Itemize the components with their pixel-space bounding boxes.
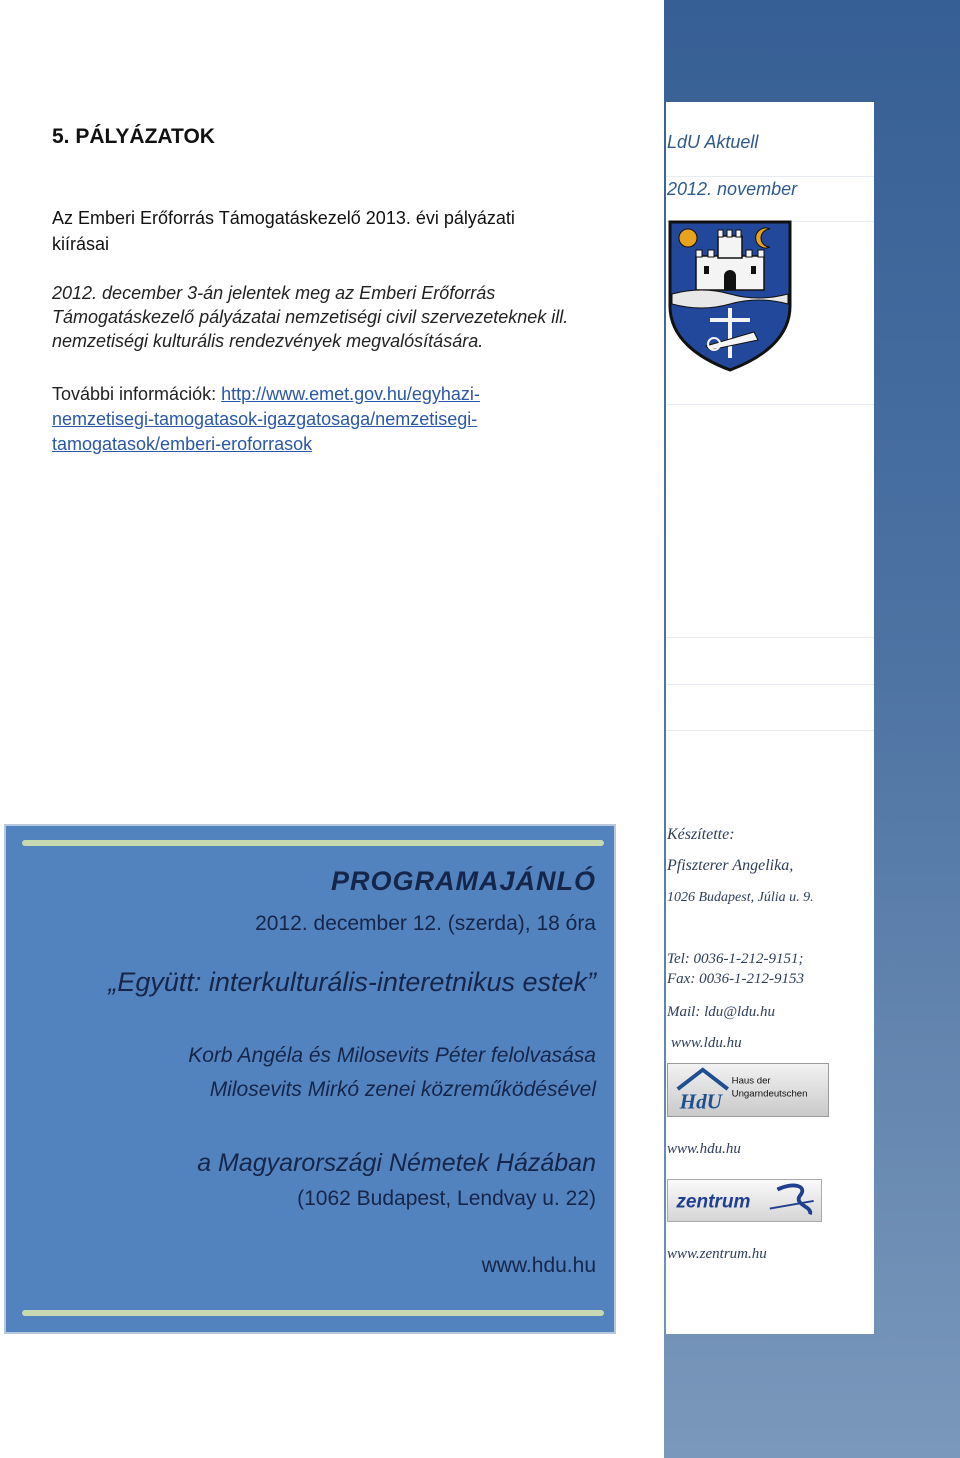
svg-text:Ungarndeutschen: Ungarndeutschen (731, 1088, 808, 1100)
sidebar-date: 2012. november (667, 179, 798, 199)
program-date: 2012. december 12. (szerda), 18 óra (255, 912, 596, 935)
svg-text:HdU: HdU (679, 1089, 722, 1114)
hdu-logo-icon (667, 1063, 829, 1117)
contact-web-zentrum[interactable]: www.zentrum.hu (667, 1246, 767, 1262)
contact-label: Készítette: (667, 826, 735, 843)
program-title: PROGRAMAJÁNLÓ (330, 866, 596, 896)
svg-text:Haus der: Haus der (731, 1075, 771, 1087)
more-info (52, 382, 572, 457)
program-url[interactable]: www.hdu.hu (481, 1254, 596, 1277)
program-line-2: Milosevits Mirkó zenei közreműködésével (209, 1078, 596, 1101)
program-line-1: Korb Angéla és Milosevits Péter felolvasása (188, 1044, 596, 1067)
sidebar-title: LdU Aktuell (667, 132, 759, 152)
program-address: (1062 Budapest, Lendvay u. 22) (297, 1187, 596, 1210)
program-venue: a Magyarországi Németek Házában (197, 1149, 596, 1177)
article-heading: Az Emberi Erőforrás Támogatáskezelő 2013. évi pályázati kiírásai (52, 208, 515, 254)
contact-web-ldu[interactable]: www.ldu.hu (671, 1035, 742, 1051)
coat-of-arms-icon (666, 220, 794, 372)
contact-address: 1026 Budapest, Júlia u. 9. (667, 890, 814, 905)
svg-text:zentrum: zentrum (676, 1191, 751, 1213)
contact-web-hdu[interactable]: www.hdu.hu (667, 1141, 741, 1157)
zentrum-logo-icon (667, 1179, 822, 1222)
contact-fax: Fax: 0036-1-212-9153 (667, 971, 805, 987)
section-title: 5. PÁLYÁZATOK (52, 125, 215, 148)
program-top-bar (22, 840, 604, 846)
contact-mail[interactable]: Mail: ldu@ldu.hu (667, 1004, 775, 1020)
more-info-link[interactable]: http://www.emet.gov.hu/egyhazi-nemzetisegi-tamogatasok-igazgatosaga/nemzetisegi-tamogatasok/emberi-eroforrasok (52, 384, 480, 454)
program-bottom-bar (22, 1310, 604, 1316)
program-box (4, 824, 616, 1334)
contact-name: Pfiszterer Angelika, (667, 857, 794, 874)
article-paragraph: 2012. december 3-án jelentek meg az Emberi Erőforrás Támogatáskezelő pályázatai nemzetiségi civil szervezeteknek ill. nemzetiségi kulturális rendezvények megvalósítására. (52, 283, 569, 351)
more-info-label: További információk: (52, 384, 217, 404)
program-event-title: „Együtt: interkulturális-interetnikus estek” (108, 967, 596, 997)
contact-tel: Tel: 0036-1-212-9151; (667, 951, 804, 967)
